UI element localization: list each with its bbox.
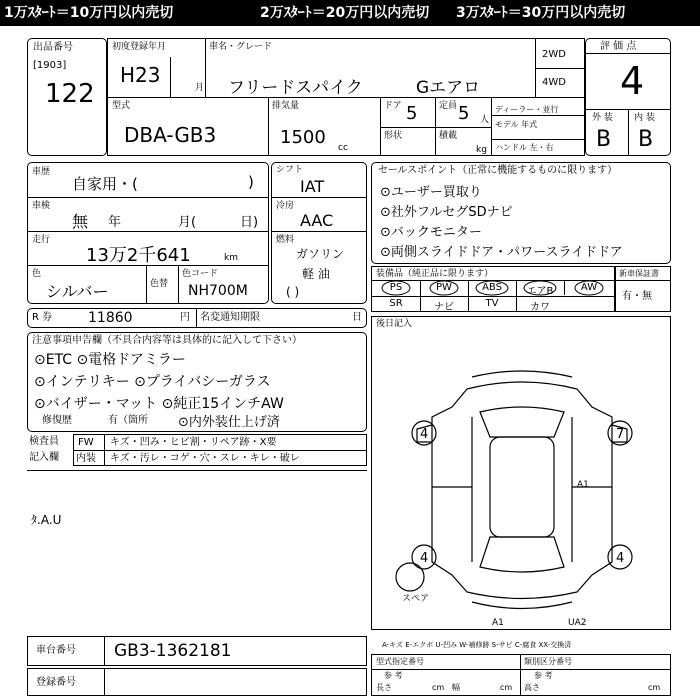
repair-value: 有（箇所 (108, 415, 148, 426)
name-label: 車名・グレード (209, 42, 273, 52)
drive-2wd: 2WD (542, 49, 566, 60)
inspector-int-items: キズ・汚レ・コゲ・穴・スレ・キレ・破レ (110, 453, 300, 464)
equip-airbag: エアB (526, 286, 554, 297)
fuel-diesel: 軽 油 (302, 267, 330, 281)
damage-legend: A-キズ E-エクボ U-凹み W-補修跡 S-サビ C-腐食 XX-交換済 (382, 641, 572, 649)
ref-label: 参 考 (384, 671, 403, 680)
tax-row (27, 308, 367, 328)
tax-value: 11860 (88, 310, 133, 326)
equipment-circles (372, 280, 616, 298)
handle-label: ハンドル 左・右 (495, 143, 554, 152)
notes-box (27, 332, 367, 432)
selling-point-1: ⊙ユーザー買取り (380, 185, 482, 200)
capacity-unit: 人 (480, 115, 490, 125)
model-label: 型式 (112, 101, 131, 111)
mileage-value: 13万2千641 (86, 245, 191, 266)
equipment-title: 装備品（純正品に限ります） (376, 269, 494, 279)
capacity-label: 定員 (439, 101, 458, 111)
equip-abs: ABS (482, 282, 502, 293)
inspection-label: 車検 (32, 201, 51, 211)
mark-rear-2: UA2 (568, 618, 587, 628)
chassis-value: GB3-1362181 (114, 641, 232, 661)
shift-label: シフト (276, 165, 304, 175)
mark-rl: 4 (420, 551, 429, 566)
length-label: 長さ (376, 683, 392, 692)
inspection-day-unit: 日) (240, 215, 259, 230)
note-line-3: ⊙バイザー・マット ⊙純正15インチAW (34, 396, 284, 412)
load-unit: kg (476, 145, 487, 155)
auction-banner (0, 0, 700, 26)
vehicle-info-box (107, 38, 585, 156)
width-label: 幅 (452, 683, 460, 692)
equipment-box (371, 266, 615, 312)
inspection-month-unit: 月( (178, 215, 197, 230)
selling-points-box (371, 162, 671, 264)
warranty-box (615, 266, 671, 312)
mark-side: A1 (577, 480, 589, 490)
tax-unit: 円 (180, 312, 190, 323)
tax-label: R 券 (32, 312, 53, 323)
spare-label: スペア (402, 594, 430, 604)
ac-value: AAC (300, 211, 334, 230)
int-label: 内 装 (634, 113, 655, 123)
spec-number-box (371, 654, 671, 696)
door-label: ドア (384, 101, 402, 111)
inspector-fw-items: キズ・凹み・ヒビ割・リペア跡・X要 (110, 437, 277, 448)
registration-row (27, 668, 367, 696)
free-area (27, 470, 367, 630)
type-close: ) (248, 173, 254, 191)
ac-label: 冷房 (276, 201, 295, 211)
first-reg-label: 初度登録年月 (112, 42, 167, 52)
orig-color-label: 色替 (150, 279, 169, 289)
score-value: 4 (620, 59, 645, 103)
note-line-2: ⊙インテリキー ⊙プライバシーガラス (34, 374, 271, 390)
spec-box (271, 162, 367, 304)
mileage-label: 走行 (32, 235, 51, 245)
after-sale-title: 後日記入 (376, 319, 413, 329)
warranty-value: 有・無 (622, 291, 652, 302)
mark-rr: 4 (616, 551, 625, 566)
type-label: 車歴 (32, 167, 51, 177)
model-value: DBA-GB3 (124, 123, 217, 147)
selling-points-title: セールスポイント（正常に機能するものに限ります） (378, 165, 618, 176)
equip-ps: PS (389, 282, 403, 293)
drive-4wd: 4WD (542, 77, 566, 88)
month-unit: 月 (195, 83, 205, 93)
selling-point-4: ⊙両側スライドドア・パワースライドドア (380, 245, 623, 260)
banner-item-3: 3万ｽﾀｰﾄ＝30万円以内売切 (456, 5, 626, 21)
inspection-year: 無 (72, 212, 89, 231)
shape-label: 形状 (384, 131, 403, 141)
ext-value: B (596, 127, 612, 152)
score-box (585, 38, 671, 156)
mark-rear: A1 (492, 618, 504, 628)
displacement-unit: cc (338, 143, 348, 153)
ext-label: 外 装 (592, 113, 613, 123)
selling-point-2: ⊙社外フルセグSDナビ (380, 205, 513, 220)
mileage-unit: km (224, 253, 238, 263)
dealer-label: ディーラー・並行 (495, 105, 559, 114)
reg-label: 登録番号 (36, 677, 76, 688)
grade-value: Gエアロ (416, 78, 481, 98)
shift-value: IAT (300, 177, 325, 196)
repair-label: 修復歴 (42, 415, 72, 426)
mark-fr: 7 (616, 427, 625, 442)
model-year-label: モデル 年式 (495, 120, 538, 129)
equip-pw: PW (436, 282, 452, 293)
inspector-scribble: ﾀ.A.U (31, 513, 62, 527)
color-label: 色 (32, 269, 42, 279)
lot-label: 出品番号 (33, 42, 73, 53)
load-label: 積載 (439, 131, 458, 141)
displacement-value: 1500 (280, 127, 326, 148)
banner-item-1: 1万ｽﾀｰﾄ＝10万円以内売切 (4, 5, 174, 21)
selling-point-3: ⊙バックモニター (380, 225, 482, 240)
fuel-label: 燃料 (276, 235, 295, 245)
width-unit: cm (500, 683, 513, 692)
color-value: シルバー (46, 282, 109, 301)
displacement-label: 排気量 (272, 101, 300, 111)
height-unit: cm (648, 683, 661, 692)
inspection-year-unit: 年 (108, 215, 122, 230)
height-label: 高さ (524, 683, 540, 692)
inspector-label-1: 検査員 (29, 436, 59, 447)
chassis-row (27, 636, 367, 666)
color-code-value: NH700M (188, 283, 248, 299)
door-value: 5 (406, 103, 418, 124)
inspector-fw: FW (78, 437, 94, 448)
first-reg-value: H23 (120, 63, 161, 87)
color-code-label: 色コード (182, 269, 219, 279)
length-unit: cm (432, 683, 445, 692)
inspector-int: 内装 (76, 453, 96, 464)
equip-leather: カワ (530, 302, 550, 313)
warranty-label: 名変通知期限 (200, 312, 260, 323)
equip-aw: AW (580, 282, 598, 293)
capacity-value: 5 (458, 103, 470, 124)
history-box (27, 162, 269, 304)
car-diagram (372, 317, 670, 629)
banner-item-2: 2万ｽﾀｰﾄ＝20万円以内売切 (260, 5, 430, 21)
equip-sr: SR (389, 298, 403, 309)
type-value: 自家用・( (72, 175, 138, 193)
int-value: B (638, 127, 654, 152)
ref-label-2: 参 考 (534, 671, 553, 680)
fuel-gas: ガソリン (296, 247, 345, 261)
note-line-1: ⊙ETC ⊙電格ドアミラー (34, 352, 186, 368)
chassis-label: 車台番号 (36, 645, 76, 656)
name-value: フリードスパイク (228, 78, 363, 98)
warranty-unit: 日 (352, 312, 362, 323)
lot-code: [1903] (33, 60, 67, 71)
class-label: 類別区分番号 (524, 657, 572, 666)
mark-fl: 4 (420, 427, 429, 442)
warranty-title: 新車保証書 (619, 269, 659, 278)
model-spec-label: 型式指定番号 (376, 657, 424, 666)
notes-title: 注意事項申告欄（不具合内容等は具体的に記入して下さい） (32, 335, 302, 346)
inspector-label-2: 記入欄 (29, 452, 59, 463)
repair-note: ⊙内外装仕上げ済 (178, 415, 280, 430)
equip-navi: ナビ (434, 302, 454, 313)
equip-tv: TV (485, 298, 499, 309)
score-label: 評 価 点 (600, 41, 637, 52)
after-sale-box (371, 316, 671, 630)
lot-box (27, 38, 107, 156)
fuel-paren: ( ) (286, 285, 300, 299)
lot-number: 122 (45, 79, 95, 109)
inspector-section (27, 434, 367, 466)
